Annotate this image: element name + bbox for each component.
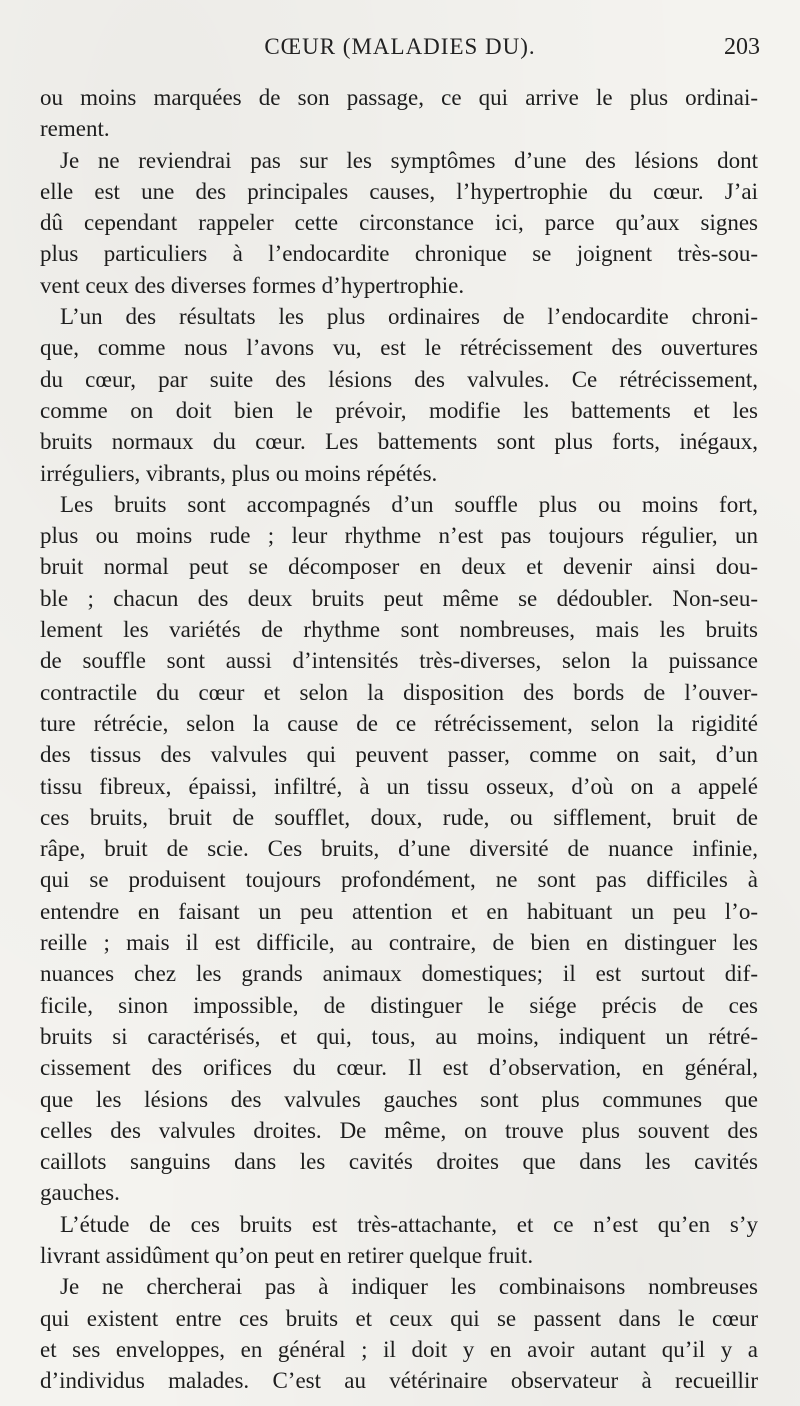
text-line: L’étude de ces bruits est très-attachante, et ce n’est qu’en s’y — [60, 1211, 758, 1237]
text-line: ces bruits, bruit de soufflet, doux, rude, ou sifflement, bruit de — [40, 804, 758, 830]
text-line: ou moins marquées de son passage, ce qui arrive le plus ordinai- — [40, 85, 758, 110]
text-line: ble ; chacun des deux bruits peut même se dédoubler. Non-seu- — [40, 585, 758, 611]
text-line: vent ceux des diverses formes d’hypertrophie. — [40, 272, 465, 298]
text-line: elle est une des principales causes, l’hypertrophie du cœur. J’ai — [40, 178, 758, 204]
text-line: caillots sanguins dans les cavités droites que dans les cavités — [40, 1149, 758, 1175]
text-line: Les bruits sont accompagnés d’un souffle plus ou moins fort, — [60, 491, 758, 517]
page-header — [40, 30, 760, 70]
text-line: bruits normaux du cœur. Les battements sont plus forts, inégaux, — [40, 429, 758, 455]
text-line: Je ne chercherai pas à indiquer les combinaisons nombreuses — [60, 1274, 758, 1300]
text-line: Je ne reviendrai pas sur les symptômes d’une des lésions dont — [60, 147, 758, 173]
running-head: CŒUR (MALADIES DU). — [264, 34, 536, 59]
text-line: entendre en faisant un peu attention et en habituant un peu l’o- — [40, 898, 758, 924]
text-line: gauches. — [40, 1180, 120, 1206]
text-line: et ses enveloppes, en général ; il doit y en avoir autant qu’il y a — [40, 1336, 758, 1362]
text-line: cissement des orifices du cœur. Il est d’observation, en général, — [40, 1055, 758, 1081]
text-line: ficile, sinon impossible, de distinguer le siége précis de ces — [40, 992, 758, 1018]
text-line: tissu fibreux, épaissi, infiltré, à un tissu osseux, d’où on a appelé — [40, 773, 758, 799]
text-line: de souffle sont aussi d’intensités très-diverses, selon la puissance — [40, 648, 758, 674]
text-line: que, comme nous l’avons vu, est le rétrécissement des ouvertures — [40, 335, 758, 361]
text-line: qui se produisent toujours profondément, ne sont pas difficiles à — [40, 867, 758, 893]
text-line: bruits si caractérisés, et qui, tous, au moins, indiquent un rétré- — [40, 1023, 758, 1049]
text-line: livrant assidûment qu’on peut en retirer quelque fruit. — [40, 1242, 534, 1268]
page-number: 203 — [724, 34, 760, 60]
text-line: rement. — [40, 116, 110, 142]
text-line: qui existent entre ces bruits et ceux qui se passent dans le cœur — [40, 1305, 758, 1331]
text-line: du cœur, par suite des lésions des valvules. Ce rétrécissement, — [40, 366, 758, 392]
text-line: lement les variétés de rhythme sont nombreuses, mais les bruits — [40, 617, 758, 643]
body-text — [40, 82, 758, 1396]
text-line: L’un des résultats les plus ordinaires de l’endocardite chroni- — [60, 304, 758, 330]
text-line: comme on doit bien le prévoir, modifie les battements et les — [40, 397, 758, 423]
text-line: irréguliers, vibrants, plus ou moins répétés. — [40, 460, 438, 486]
text-line: bruit normal peut se décomposer en deux et devenir ainsi dou- — [40, 554, 758, 580]
text-line: reille ; mais il est difficile, au contraire, de bien en distinguer les — [40, 930, 758, 956]
text-line: celles des valvules droites. De même, on trouve plus souvent des — [40, 1117, 758, 1143]
text-line: ture rétrécie, selon la cause de ce rétrécissement, selon la rigidité — [40, 710, 758, 736]
text-line: contractile du cœur et selon la disposition des bords de l’ouver- — [40, 679, 758, 705]
text-line: dû cependant rappeler cette circonstance ici, parce qu’aux signes — [40, 210, 758, 236]
text-line: plus particuliers à l’endocardite chronique se joignent très-sou- — [40, 241, 758, 267]
text-line: des tissus des valvules qui peuvent passer, comme on sait, d’un — [40, 742, 758, 768]
text-line: râpe, bruit de scie. Ces bruits, d’une diversité de nuance infinie, — [40, 836, 758, 862]
text-line: nuances chez les grands animaux domestiques; il est surtout dif- — [40, 961, 758, 987]
text-line: que les lésions des valvules gauches sont plus communes que — [40, 1086, 758, 1112]
text-line: plus ou moins rude ; leur rhythme n’est pas toujours régulier, un — [40, 523, 758, 549]
text-line: d’individus malades. C’est au vétérinaire observateur à recueillir — [40, 1368, 758, 1394]
